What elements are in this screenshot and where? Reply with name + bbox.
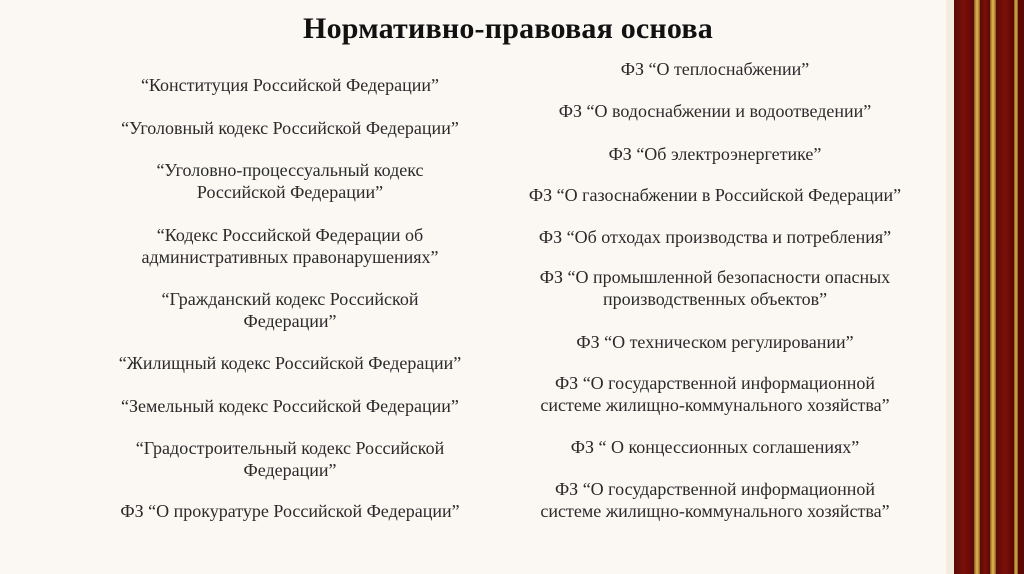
list-item: ФЗ “О государственной информационной системе жилищно-коммунального хозяйства” [540,479,890,521]
list-item: “Градостроительный кодекс Российской Федерации” [135,438,445,480]
decorative-stripes [946,0,1024,574]
list-item: ФЗ “О промышленной безопасности опасных производственных объектов” [539,267,891,309]
list-item: ФЗ “ О концессионных соглашениях” [570,437,860,457]
list-item: “Уголовный кодекс Российской Федерации” [121,118,459,138]
list-item: ФЗ “О государственной информационной системе жилищно-коммунального хозяйства” [540,373,890,415]
list-item: “Уголовно-процессуальный кодекс Российской Федерации” [156,160,424,202]
page-title: Нормативно-правовая основа [303,12,713,45]
list-item: “Гражданский кодекс Российской Федерации” [161,289,419,331]
list-item: ФЗ “О техническом регулировании” [576,332,854,352]
list-item: ФЗ “О газоснабжении в Российской Федерации” [528,185,902,205]
stripe [980,0,990,574]
list-item: ФЗ “О прокуратуре Российской Федерации” [120,501,460,521]
stripe [946,0,954,574]
list-item: “Земельный кодекс Российской Федерации” [121,396,459,416]
stripe [954,0,974,574]
list-item: ФЗ “Об электроэнергетике” [608,144,822,164]
stripe [1018,0,1024,574]
list-item: “Жилищный кодекс Российской Федерации” [118,353,462,373]
list-item: ФЗ “О водоснабжении и водоотведении” [558,101,872,121]
list-item: “Конституция Российской Федерации” [140,75,440,95]
list-item: ФЗ “Об отходах производства и потребления” [538,227,892,247]
stripe [996,0,1014,574]
list-item: “Кодекс Российской Федерации об административных правонарушениях” [141,225,439,267]
list-item: ФЗ “О теплоснабжении” [620,59,810,79]
